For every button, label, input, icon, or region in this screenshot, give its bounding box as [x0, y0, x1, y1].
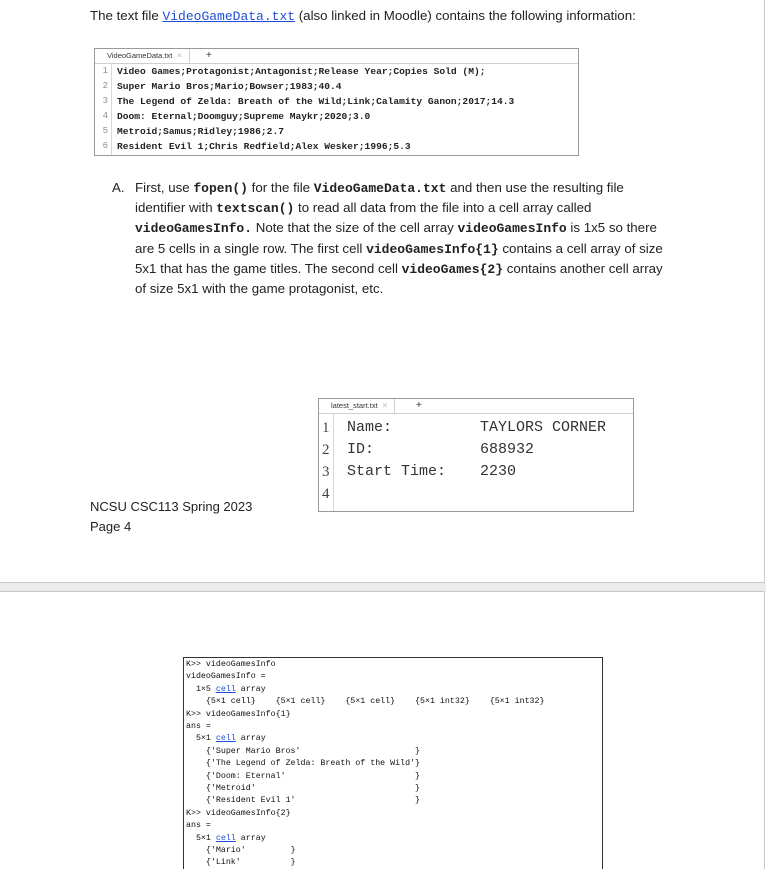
code-line — [95, 79, 578, 94]
code-run: videoGamesInfo. — [135, 221, 253, 237]
console-line — [186, 808, 291, 820]
intro-paragraph — [90, 8, 636, 24]
console-text: array — [235, 684, 266, 694]
new-tab-icon[interactable]: + — [206, 50, 212, 61]
console-text: {'Resident Evil 1' } — [186, 796, 421, 806]
close-icon[interactable]: ✕ — [176, 51, 183, 60]
code-line — [95, 139, 578, 154]
console-line — [186, 684, 266, 696]
line-number: 2 — [322, 442, 330, 458]
line-number: 4 — [102, 111, 108, 121]
console-line — [186, 857, 296, 869]
code-line — [95, 109, 578, 124]
console-text: videoGamesInfo = — [186, 672, 266, 682]
console-line — [186, 746, 420, 758]
notepad-tab[interactable] — [95, 49, 190, 63]
console-line — [186, 833, 266, 845]
notepad-content[interactable] — [95, 64, 578, 154]
console-text: {'Doom: Eternal' } — [186, 771, 421, 781]
field-key: ID: — [347, 441, 375, 458]
console-text: {'Metroid' } — [186, 784, 421, 793]
console-text: {5×1 cell} {5×1 cell} {5×1 cell} {5×1 int32} {5×1 int32} — [186, 697, 545, 707]
console-text: K>> videoGamesInfo{1} — [186, 709, 291, 719]
console-line — [186, 783, 420, 795]
start-time-notepad — [318, 398, 634, 512]
field-value: TAYLORS CORNER — [480, 419, 607, 436]
code-run: fopen() — [193, 181, 248, 196]
line-text: Super Mario Bros;Mario;Bowser;1983;40.4 — [117, 81, 342, 92]
line-number: 6 — [102, 141, 108, 151]
line-text: Metroid;Samus;Ridley;1986;2.7 — [117, 126, 284, 137]
line-number: 2 — [102, 81, 108, 91]
start-line — [319, 439, 633, 461]
field-key: Name: — [347, 419, 393, 436]
text-run: and then use the resulting file identifier with — [135, 180, 624, 216]
console-text: {'Mario' } — [186, 846, 296, 855]
text-run: for the file — [247, 180, 314, 195]
line-text: The Legend of Zelda: Breath of the Wild;Link;Calamity Ganon;2017;14.3 — [117, 96, 515, 107]
console-text: 5×1 — [186, 833, 216, 843]
console-line — [186, 733, 266, 745]
intro-suffix: (also linked in Moodle) contains the following information: — [295, 8, 636, 23]
data-file-notepad — [94, 48, 579, 156]
code-line — [95, 94, 578, 109]
console-line — [186, 696, 544, 708]
page-separator — [0, 583, 766, 591]
console-line — [186, 845, 296, 857]
console-line — [186, 795, 420, 807]
new-tab-icon[interactable]: + — [416, 400, 422, 411]
console-text: 1×5 — [186, 684, 216, 694]
line-text: Resident Evil 1;Chris Redfield;Alex Wesker;1996;5.3 — [117, 141, 411, 152]
text-run: First, use — [135, 180, 194, 195]
start-line — [319, 461, 633, 483]
console-text: ans = — [186, 821, 211, 831]
console-line — [186, 721, 211, 733]
text-run: is 1x5 so there are 5 cells in a single row. The first cell — [135, 220, 657, 256]
list-marker: A. — [112, 180, 125, 195]
console-line — [186, 659, 276, 671]
field-value: 2230 — [480, 463, 517, 480]
notepad-tab-label: VideoGameData.txt — [107, 51, 173, 60]
console-text: array — [235, 833, 266, 843]
line-number: 1 — [322, 420, 330, 436]
cell-doc-link[interactable]: cell — [215, 684, 236, 694]
console-text: {'The Legend of Zelda: Breath of the Wild'} — [186, 759, 421, 769]
console-text: ans = — [186, 722, 211, 731]
console-line — [186, 671, 266, 683]
data-file-link[interactable]: VideoGameData.txt — [162, 9, 296, 24]
console-line — [186, 758, 420, 770]
notepad-tab[interactable] — [319, 399, 395, 413]
console-text: K>> videoGamesInfo{2} — [186, 808, 291, 818]
text-run: contains another cell array of size 5x1 with the game protagonist, etc. — [135, 260, 663, 297]
line-number: 3 — [322, 464, 330, 480]
start-line — [319, 483, 633, 505]
code-line — [95, 64, 578, 79]
page-number: Page 4 — [90, 519, 132, 534]
console-text: {'Link' } — [186, 858, 296, 868]
code-run: videoGamesInfo{1} — [366, 241, 499, 257]
line-text: Doom: Eternal;Doomguy;Supreme Maykr;2020;3.0 — [117, 111, 371, 122]
page-footer — [90, 497, 252, 537]
notepad-tab-bar — [95, 49, 578, 64]
start-line — [319, 417, 633, 439]
matlab-command-window[interactable] — [183, 657, 603, 869]
course-label: NCSU CSC113 Spring 2023 — [90, 499, 253, 514]
line-text: Video Games;Protagonist;Antagonist;Release Year;Copies Sold (M); — [117, 66, 486, 77]
code-run: VideoGameData.txt — [313, 181, 447, 196]
console-line — [186, 820, 211, 832]
close-icon[interactable]: ✕ — [381, 401, 388, 410]
line-number: 3 — [102, 96, 108, 106]
field-value: 688932 — [480, 441, 535, 458]
text-run: Note that the size of the cell array — [252, 220, 458, 236]
console-line — [186, 709, 291, 721]
console-text: 5×1 — [186, 734, 216, 744]
line-number: 5 — [102, 126, 108, 136]
text-run: contains a cell array of size 5x1 that has the game titles. The second cell — [135, 240, 663, 276]
code-run: textscan() — [216, 201, 295, 217]
cell-doc-link[interactable]: cell — [215, 734, 236, 744]
notepad-tab-label: latest_start.txt — [331, 401, 378, 410]
console-text: K>> videoGamesInfo — [186, 660, 276, 669]
line-number: 4 — [322, 486, 330, 502]
code-run: videoGamesInfo — [457, 221, 567, 237]
notepad-tab-bar — [319, 399, 633, 414]
instruction-text — [135, 178, 672, 298]
notepad-content[interactable] — [319, 414, 633, 505]
instruction-item-a — [112, 178, 672, 298]
intro-prefix: The text file — [90, 8, 163, 23]
code-line — [95, 124, 578, 139]
text-run: to read all data from the file into a cell array called — [294, 200, 592, 216]
line-number: 1 — [102, 66, 108, 76]
field-key: Start Time: — [347, 463, 447, 480]
code-run: videoGames{2} — [401, 261, 504, 277]
cell-doc-link[interactable]: cell — [215, 833, 236, 843]
console-line — [186, 771, 420, 783]
console-text: {'Super Mario Bros' } — [186, 746, 421, 756]
console-text: array — [235, 734, 266, 744]
